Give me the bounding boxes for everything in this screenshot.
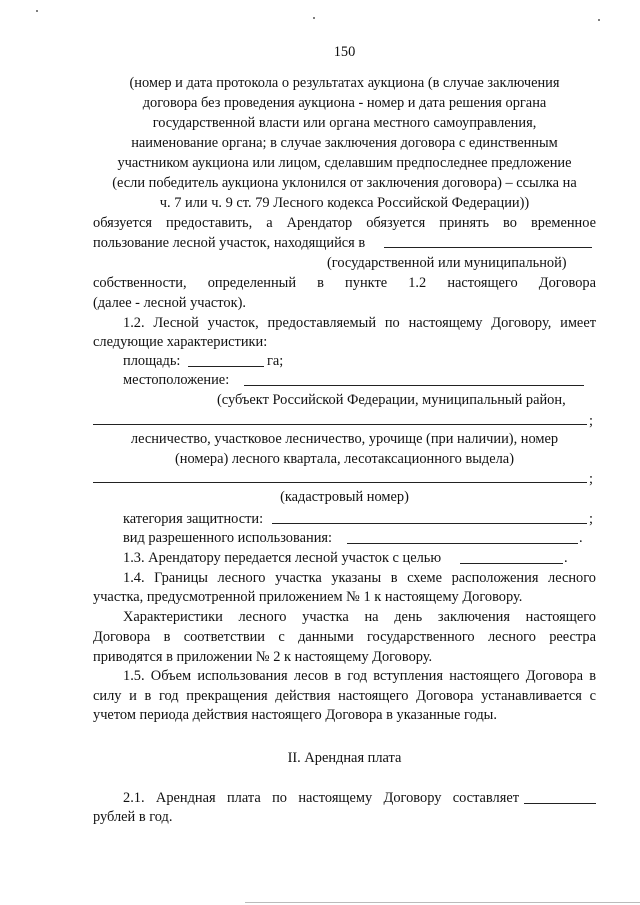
paragraph-line: приводятся в приложении № 2 к настоящему Договору.: [93, 649, 433, 665]
field-hint: (субъект Российской Федерации, муниципальный район,: [217, 392, 566, 408]
location-label: местоположение:: [123, 372, 230, 388]
paragraph-line: собственности, определенный в пункте 1.2 настоящего Договора: [93, 275, 596, 291]
paragraph-line: (если победитель аукциона уклонился от заключения договора) – ссылка на: [112, 175, 577, 191]
blank-line: [93, 482, 587, 483]
paragraph-line: учетом периода действия настоящего Договора в указанные годы.: [93, 707, 497, 723]
field-hint: (кадастровый номер): [280, 489, 409, 505]
area-unit: га;: [267, 353, 284, 369]
area-label: площадь:: [123, 353, 181, 369]
paragraph-line: договора без проведения аукциона - номер и дата решения органа: [142, 95, 547, 111]
paragraph-line: 2.1. Арендная плата по настоящему Договору составляет: [123, 790, 519, 806]
paragraph-line: следующие характеристики:: [93, 334, 268, 350]
use-label: вид разрешенного использования:: [123, 530, 333, 546]
paragraph-line: (далее - лесной участок).: [93, 295, 246, 311]
period: .: [579, 530, 583, 546]
use-blank: [347, 543, 578, 544]
paragraph-line: (номер и дата протокола о результатах аукциона (в случае заключения: [129, 75, 560, 91]
semicolon: ;: [589, 511, 593, 527]
protection-blank: [272, 523, 587, 524]
semicolon: ;: [589, 471, 593, 487]
paragraph-line: пользование лесной участок, находящийся в: [93, 235, 366, 251]
paragraph-line: обязуется предоставить, а Арендатор обязуется принять во временное: [93, 215, 596, 231]
scan-speck: [598, 19, 600, 21]
scan-speck: [313, 17, 315, 19]
scan-edge-line: [245, 902, 640, 903]
area-blank: [188, 366, 264, 367]
paragraph-line: ч. 7 или ч. 9 ст. 79 Лесного кодекса Российской Федерации)): [159, 195, 530, 211]
semicolon: ;: [589, 413, 593, 429]
paragraph-line: 1.4. Границы лесного участка указаны в схеме расположения лесного: [123, 570, 596, 586]
paragraph-line: 1.5. Объем использования лесов в год вступления настоящего Договора в: [123, 668, 596, 684]
paragraph-line: 1.3. Арендатору передается лесной участок с целью: [123, 550, 442, 566]
paragraph-line: Характеристики лесного участка на день заключения настоящего: [123, 609, 596, 625]
page-number: 150: [333, 44, 356, 60]
purpose-blank: [460, 563, 563, 564]
field-hint: лесничество, участковое лесничество, урочище (при наличии), номер: [130, 431, 559, 447]
blank-line: [384, 247, 592, 248]
scan-speck: [36, 10, 38, 12]
period: .: [564, 550, 568, 566]
paragraph-line: Договора в соответствии с данными государственного лесного реестра: [93, 629, 596, 645]
paragraph-line: государственной власти или органа местного самоуправления,: [152, 115, 537, 131]
paragraph-line: наименование органа; в случае заключения договора с единственным: [131, 135, 558, 151]
field-hint: (государственной или муниципальной): [327, 255, 567, 271]
paragraph-line: 1.2. Лесной участок, предоставляемый по настоящему Договору, имеет: [123, 315, 596, 331]
location-blank: [244, 385, 584, 386]
blank-line: [93, 424, 587, 425]
paragraph-line: рублей в год.: [93, 809, 173, 825]
paragraph-line: силу и в год прекращения действия настоящего Договора устанавливается с: [93, 688, 596, 704]
paragraph-line: участником аукциона или лицом, сделавшим предпоследнее предложение: [117, 155, 572, 171]
paragraph-line: участка, предусмотренной приложением № 1 к настоящему Договору.: [93, 589, 523, 605]
field-hint: (номера) лесного квартала, лесотаксационного выдела): [175, 451, 514, 467]
rent-blank: [524, 803, 596, 804]
protection-label: категория защитности:: [123, 511, 264, 527]
section-title: II. Арендная плата: [287, 750, 402, 766]
